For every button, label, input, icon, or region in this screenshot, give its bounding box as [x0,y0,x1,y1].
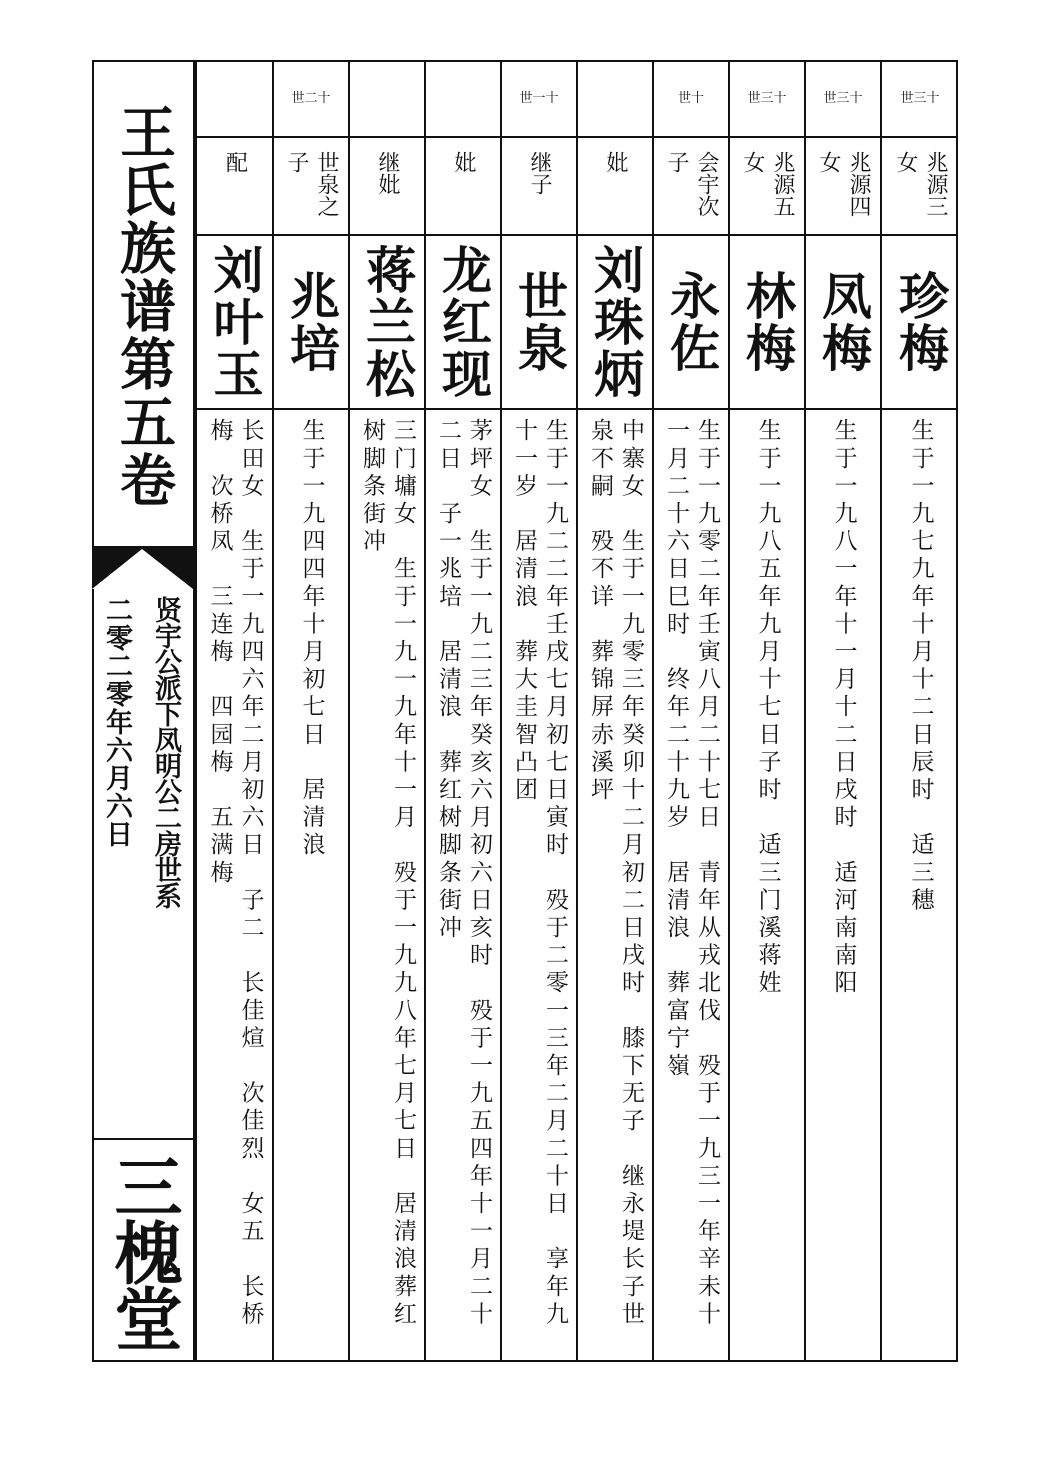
generation-label [197,60,272,138]
biography-text: 长田女 生于一九四六年二月初六日 子二 长佳煊 次佳烈 女五 长桥梅 次桥凤 三连梅 四园梅 五满梅 [206,418,264,1329]
biography-text: 茅坪女 生于一九二三年癸亥六月初六日亥时 殁于一九五四年十一月二十二日 子一兆培 居清浪 葬红树脚条街冲 [435,418,492,1329]
entry-column [728,60,804,1362]
person-name: 龙红现 [434,244,493,400]
entry-column [652,60,728,1362]
entry-column [195,60,272,1362]
entry-column [424,60,500,1362]
generation-label: 世三十 [882,60,958,138]
bio-cell [882,418,958,1358]
name-cell [730,236,804,410]
relation-label: 世泉之子 [284,151,339,217]
entry-column [272,60,348,1362]
relation-cell [806,138,880,236]
name-cell [654,236,728,410]
relation-label: 兆源五女 [740,151,795,217]
banner-notch [92,549,193,589]
relation-cell [502,138,576,236]
generation-label: 世十 [654,60,728,138]
name-cell [578,236,652,410]
name-cell [806,236,880,410]
bio-cell [350,418,424,1358]
relation-cell [882,138,958,236]
relation-label: 会宇次子 [664,151,719,217]
relation-label: 配 [222,151,248,173]
bio-cell [730,418,804,1358]
name-cell [350,236,424,410]
generation-label: 世三十 [730,60,804,138]
name-cell [274,236,348,410]
bio-cell [197,418,272,1358]
biography-text: 生于一九四四年十月初七日 居清浪 [298,418,325,860]
relation-cell [578,138,652,236]
biography-text: 三门墉女 生于一九一九年十一月 殁于一九九八年七月七日 居清浪葬红树脚条街冲 [359,418,416,1329]
generation-label: 世一十 [502,60,576,138]
entry-column [348,60,424,1362]
biography-text: 生于一九八五年九月十七日子时 适三门溪蒋姓 [754,418,781,998]
branch-line: 贤宇公派下凤明公二房世系 [150,596,181,908]
relation-cell [426,138,500,236]
compile-date: 二零二零年六月六日 [101,596,132,848]
hall-name: 三槐堂 [103,1152,183,1350]
bio-cell [502,418,576,1358]
bio-cell [654,418,728,1358]
relation-label: 妣 [451,151,476,173]
relation-cell [274,138,348,236]
generation-label: 世二十 [274,60,348,138]
entry-column [500,60,576,1362]
generation-label [426,60,500,138]
bio-cell [578,418,652,1358]
bio-cell [274,418,348,1358]
person-name: 凤梅 [814,270,873,374]
person-name: 蒋兰松 [358,244,417,400]
relation-label: 兆源三女 [893,151,948,217]
person-name: 兆培 [282,270,341,374]
generation-label [578,60,652,138]
title-column [92,60,195,1362]
relation-label: 妣 [603,151,628,173]
bio-cell [806,418,880,1358]
person-name: 世泉 [510,270,569,374]
person-name: 刘叶玉 [205,244,265,400]
biography-text: 生于一九零二年壬寅八月二十七日 青年从戎北伐 殁于一九三一年辛未十一月二十六日巳时 终年二十九岁 居清浪 葬富宁嶺 [663,418,720,1329]
entry-column [880,60,958,1362]
hall-divider [92,1138,193,1140]
biography-text: 生于一九二二年壬戌七月初七日寅时 殁于二零一三年二月二十日 享年九十一岁 居清浪 葬大圭智凸团 [511,418,568,1329]
name-cell [426,236,500,410]
name-cell [502,236,576,410]
name-cell [197,236,272,410]
relation-cell [654,138,728,236]
biography-text: 生于一九八一年十一月十二日戌时 适河南南阳 [830,418,857,998]
biography-text: 生于一九七九年十月十二日辰时 适三穗 [907,418,934,915]
entry-column [804,60,880,1362]
generation-label [350,60,424,138]
person-name: 刘珠炳 [586,244,645,400]
relation-cell [730,138,804,236]
biography-text: 中寨女 生于一九零三年癸卯十二月初二日戌时 膝下无子 继永堤长子世泉不嗣 殁不详 葬锦屏赤溪坪 [587,418,644,1329]
book-title: 王氏族谱第五卷 [111,103,177,509]
relation-label: 继妣 [375,151,400,195]
person-name: 林梅 [738,270,797,374]
relation-cell [197,138,272,236]
relation-label: 兆源四女 [816,151,871,217]
entry-column [576,60,652,1362]
name-cell [882,236,958,410]
relation-cell [350,138,424,236]
bio-cell [426,418,500,1358]
person-name: 永佐 [662,270,721,374]
person-name: 珍梅 [891,270,950,374]
relation-label: 继子 [527,151,552,195]
generation-label: 世三十 [806,60,880,138]
